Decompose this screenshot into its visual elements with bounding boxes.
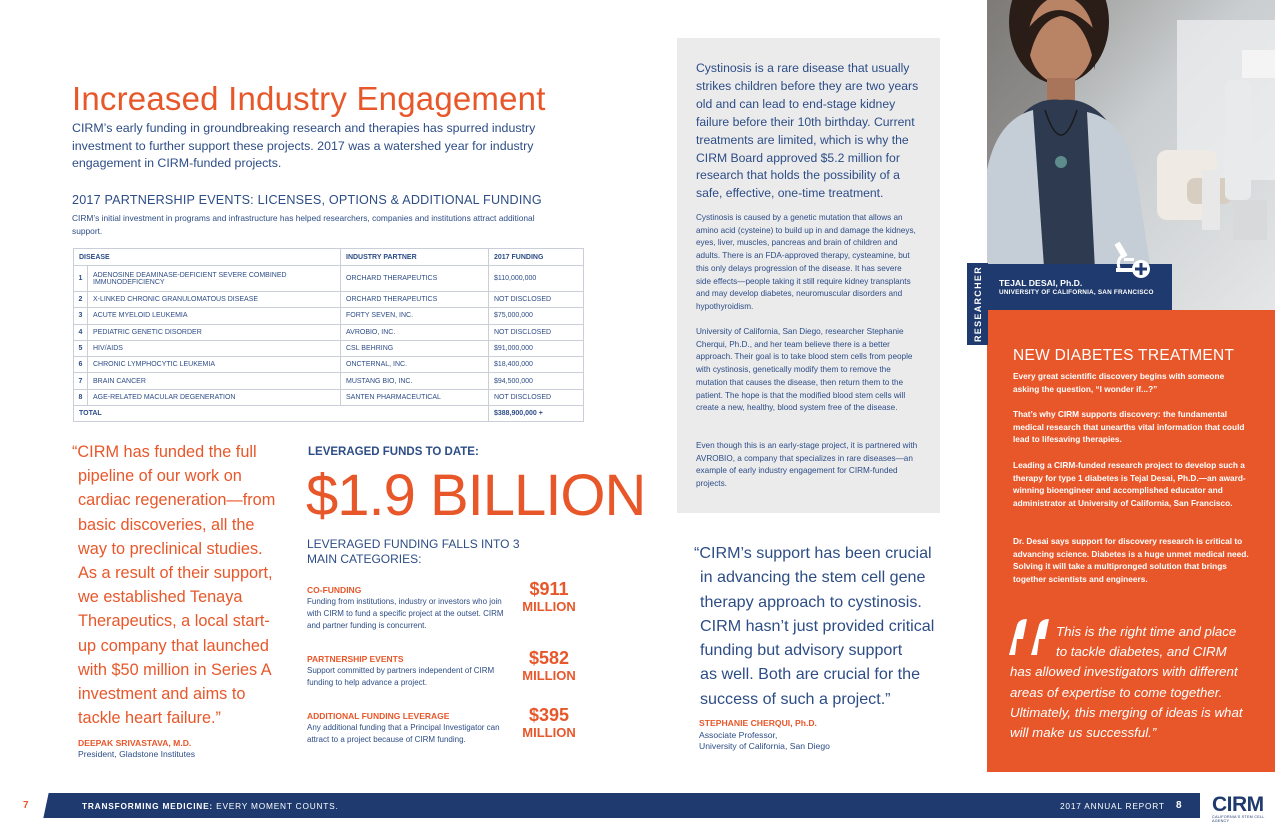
quote-attribution-name: STEPHANIE CHERQUI, Ph.D. [699,718,817,728]
category-amount: $395 [528,705,570,725]
quote-line: CIRM hasn’t just provided critical [700,616,935,635]
footer-tagline-rest: EVERY MOMENT COUNTS. [213,801,339,811]
researcher-university: UNIVERSITY OF CALIFORNIA, SAN FRANCISCO [999,289,1154,296]
events-subtext: CIRM’s initial investment in programs and infrastructure has helped researchers, companies and institutions attract additional support. [72,213,535,236]
row-number: 3 [74,308,88,324]
row-partner: SANTEN PHARMACEUTICAL [341,389,489,405]
row-partner: ONCTERNAL, INC. [341,357,489,373]
quote-line: Ultimately, this merging of ideas is what [1010,704,1243,720]
row-partner: FORTY SEVEN, INC. [341,308,489,324]
row-disease: BRAIN CANCER [88,373,341,389]
row-disease: AGE-RELATED MACULAR DEGENERATION [88,389,341,405]
cherqui-quote [694,541,935,711]
researcher-tab-label: RESEARCHER [972,265,983,343]
quote-line: areas of expertise to come together. [1010,684,1223,700]
row-number: 8 [74,389,88,405]
desai-quote [1010,622,1260,743]
category-description: Any additional funding that a Principal Investigator can attract to a project because of CIRM funding. [307,723,500,744]
diabetes-heading: NEW DIABETES TREATMENT [1013,347,1235,364]
quote-line: will make us successful.” [1010,725,1157,741]
table-total-row [74,406,584,422]
leveraged-label: LEVERAGED FUNDS TO DATE: [308,446,479,458]
cystinosis-paragraph: Cystinosis is caused by a genetic mutation that allows an amino acid (cysteine) to build up in and damage the kidneys, eyes, liver, muscles, pancreas and brain of children and adults. There is an FDA-approved therapy, cysteamine, but this only delays progression of the disease. It has severe side effects—people taking it still require kidney transplants and may develop diabetes, neuromuscular disorders and hypothyroidism. [696,213,916,311]
table-row [74,340,584,356]
header-partner: INDUSTRY PARTNER [341,249,489,266]
row-funding: $18,400,000 [489,357,584,373]
quote-line: as well. Both are crucial for the [700,665,921,684]
intro-paragraph: CIRM’s early funding in groundbreaking research and therapies has spurred industry investment to further support these projects. 2017 was a watershed year for industry engagement in CIRM-funded projects. [72,121,536,170]
quote-line: basic discoveries, all the [78,515,255,534]
quote-line: we established Tenaya [78,588,243,607]
row-partner: ORCHARD THERAPEUTICS [341,292,489,308]
table-row [74,373,584,389]
diabetes-paragraph: Leading a CIRM-funded research project to develop such a therapy for type 1 diabetes is Tejal Desai, Ph.D.—an award-winning bioengineer and accomplished educator and administrator at University of California, San Francisco. [1013,460,1246,509]
quote-attribution-name: DEEPAK SRIVASTAVA, M.D. [78,738,192,748]
row-partner: CSL BEHRING [341,340,489,356]
category-value [517,705,581,740]
row-funding: $110,000,000 [489,266,584,292]
row-partner: ORCHARD THERAPEUTICS [341,266,489,292]
cystinosis-lead: Cystinosis is a rare disease that usually strikes children before they are two years old and can lead to end-stage kidney failure before their 10th birthday. Current treatments are limited, which is why the CIRM Board approved $5.2 million for research that holds the possibility of a safe, effective, one-time treatment. [696,61,919,201]
researcher-tab-label-wrap [967,263,988,345]
quote-attribution-title: President, Gladstone Institutes [78,749,196,759]
researcher-name: TEJAL DESAI, Ph.D. [999,278,1083,288]
row-funding: NOT DISCLOSED [489,292,584,308]
row-disease: X-LINKED CHRONIC GRANULOMATOUS DISEASE [88,292,341,308]
diabetes-paragraph: Dr. Desai says support for discovery research is critical to advancing science. Diabetes is a huge unmet medical need. Solving it will take a multipronged solution that brings together scientists and engineers. [1013,536,1249,585]
quote-line: “CIRM’s support has been crucial [694,544,932,562]
category-value [517,648,581,683]
category-heading: PARTNERSHIP EVENTS [307,654,404,664]
row-number: 4 [74,324,88,340]
diabetes-paragraph: Every great scientific discovery begins with someone asking the question, “I wonder if...?” [1013,371,1225,394]
page-number-right: 8 [1176,800,1182,811]
cirm-logo: CIRM [1212,793,1264,816]
row-disease: HIV/AIDS [88,340,341,356]
cystinosis-paragraph: University of California, San Diego, researcher Stephanie Cherqui, Ph.D., and her team believe there is a better approach. Their goal is to take blood stem cells from people with cystinosis, genetically modify them to remove the mutation that causes the disease, then return them to the patient. The hope is that the modified blood stem cells will create a new, healthy, blood system free of the disease. [696,327,913,413]
row-disease: CHRONIC LYMPHOCYTIC LEUKEMIA [88,357,341,373]
row-funding: $91,000,000 [489,340,584,356]
table-row [74,389,584,405]
row-funding: $94,500,000 [489,373,584,389]
row-funding: NOT DISCLOSED [489,389,584,405]
partnership-table [73,248,584,422]
leveraged-amount: $1.9 BILLION [306,463,646,528]
table-header-row [74,249,584,266]
quote-line: cardiac regeneration—from [78,491,276,510]
quote-line: with $50 million in Series A [78,660,272,679]
row-funding: NOT DISCLOSED [489,324,584,340]
table-row [74,357,584,373]
category-heading: ADDITIONAL FUNDING LEVERAGE [307,711,450,721]
leveraged-categories-heading: LEVERAGED FUNDING FALLS INTO 3 MAIN CATEGORIES: [307,537,520,566]
quote-line: in advancing the stem cell gene [700,568,926,587]
table-row [74,324,584,340]
row-partner: MUSTANG BIO, INC. [341,373,489,389]
row-number: 1 [74,266,88,292]
total-label: TOTAL [74,406,489,422]
microscope-plus-icon [1110,238,1154,282]
row-disease: PEDIATRIC GENETIC DISORDER [88,324,341,340]
category-heading: CO-FUNDING [307,585,362,595]
category-value [517,579,581,614]
quote-line: Therapeutics, a local start- [78,612,270,631]
category-description: Support committed by partners independent of CIRM funding to help advance a project. [307,666,495,687]
quote-line: therapy approach to cystinosis. [700,592,922,611]
srivastava-quote [72,440,276,730]
quote-line: tackle heart failure.” [78,709,221,728]
row-number: 7 [74,373,88,389]
row-disease: ACUTE MYELOID LEUKEMIA [88,308,341,324]
category-amount: $911 [529,579,569,599]
total-value: $388,900,000 + [489,406,584,422]
table-row [74,308,584,324]
category-description: Funding from institutions, industry or investors who join with CIRM to fund a specific project at the outset. CIRM and partner funding is concurrent. [307,597,504,630]
quote-line: pipeline of our work on [78,467,242,486]
quote-line: As a result of their support, [78,564,273,583]
row-number: 6 [74,357,88,373]
quote-line: up company that launched [78,636,269,655]
quote-attribution-institution: University of California, San Diego [699,741,830,751]
quote-line: “CIRM has funded the full [72,443,257,461]
category-unit: MILLION [522,725,576,740]
page-number-left: 7 [23,800,29,811]
cystinosis-paragraph: Even though this is an early-stage project, it is partnered with AVROBIO, a company that specializes in rare diseases—an example of early industry engagement for CIRM-funded projects. [696,441,918,489]
diabetes-paragraph: That’s why CIRM supports discovery: the fundamental medical research that unearths vital information that could lead to lifesaving therapies. [1013,409,1245,445]
quote-line: funding but advisory support [700,641,903,660]
table-row [74,266,584,292]
category-additional-leverage [307,705,587,746]
category-unit: MILLION [522,599,576,614]
footer-tagline-bold: TRANSFORMING MEDICINE: [82,801,213,811]
cirm-logo-subtitle: CALIFORNIA'S STEM CELL AGENCY [1212,815,1265,823]
category-co-funding [307,579,587,632]
quote-line: has allowed investigators with different [1010,664,1238,680]
row-partner: AVROBIO, INC. [341,324,489,340]
events-heading: 2017 PARTNERSHIP EVENTS: LICENSES, OPTIONS & ADDITIONAL FUNDING [72,193,542,207]
footer-tagline [82,801,339,811]
row-funding: $75,000,000 [489,308,584,324]
footer-report-label: 2017 ANNUAL REPORT [1060,801,1165,811]
row-disease: ADENOSINE DEAMINASE-DEFICIENT SEVERE COMBINED IMMUNODEFICIENCY [88,266,341,292]
quote-attribution-role: Associate Professor, [699,730,778,740]
header-funding: 2017 FUNDING [489,249,584,266]
table-row [74,292,584,308]
row-number: 5 [74,340,88,356]
quote-line: investment and aims to [78,685,246,704]
quote-line: way to preclinical studies. [78,539,263,558]
quote-line: This is the right time and place [1056,624,1237,639]
quote-line: to tackle diabetes, and CIRM [1056,644,1227,660]
header-disease: DISEASE [74,249,341,266]
page-title: Increased Industry Engagement [72,80,546,117]
category-amount: $582 [528,648,570,668]
quote-line: success of such a project.” [700,689,891,708]
row-number: 2 [74,292,88,308]
category-unit: MILLION [522,668,576,683]
category-partnership-events [307,648,587,689]
